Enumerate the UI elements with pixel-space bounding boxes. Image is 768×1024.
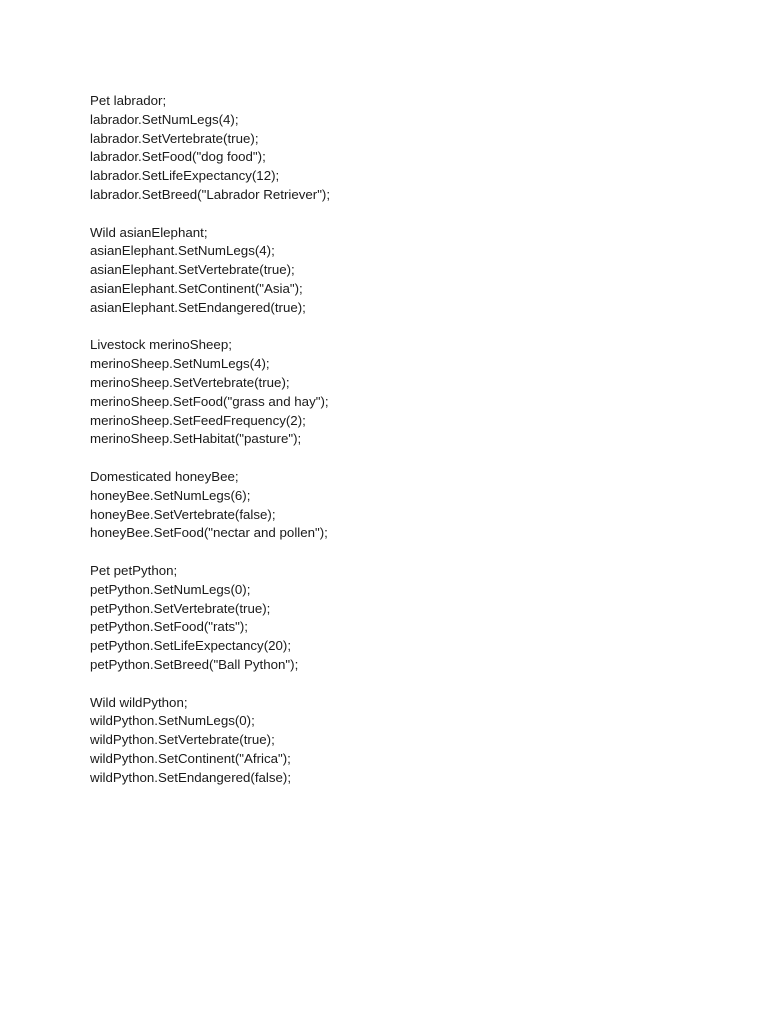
code-line: wildPython.SetNumLegs(0);	[90, 713, 255, 729]
code-line: Domesticated honeyBee;	[90, 468, 239, 484]
code-line: Wild wildPython;	[90, 694, 188, 710]
code-line: asianElephant.SetVertebrate(true);	[90, 262, 295, 278]
code-line: asianElephant.SetEndangered(true);	[90, 299, 306, 315]
code-line: petPython.SetVertebrate(true);	[90, 600, 271, 616]
code-block-merino-sheep	[90, 336, 690, 449]
code-line: petPython.SetLifeExpectancy(20);	[90, 638, 292, 654]
code-line: wildPython.SetVertebrate(true);	[90, 732, 275, 748]
code-line: honeyBee.SetFood("nectar and pollen");	[90, 525, 328, 541]
code-line: merinoSheep.SetVertebrate(true);	[90, 374, 290, 390]
code-line: labrador.SetVertebrate(true);	[90, 130, 259, 146]
code-line: wildPython.SetContinent("Africa");	[90, 750, 291, 766]
code-line: merinoSheep.SetFeedFrequency(2);	[90, 412, 306, 428]
code-line: honeyBee.SetNumLegs(6);	[90, 487, 251, 503]
code-line: merinoSheep.SetFood("grass and hay");	[90, 393, 329, 409]
code-block-honey-bee	[90, 468, 690, 543]
code-line: Livestock merinoSheep;	[90, 337, 232, 353]
code-line: merinoSheep.SetNumLegs(4);	[90, 356, 270, 372]
code-line: labrador.SetBreed("Labrador Retriever");	[90, 186, 331, 202]
code-line: honeyBee.SetVertebrate(false);	[90, 506, 276, 522]
code-block-pet-python	[90, 562, 690, 675]
code-line: petPython.SetNumLegs(0);	[90, 581, 251, 597]
code-line: merinoSheep.SetHabitat("pasture");	[90, 431, 302, 447]
code-line: petPython.SetFood("rats");	[90, 619, 248, 635]
code-line: labrador.SetLifeExpectancy(12);	[90, 168, 280, 184]
code-block-labrador	[90, 92, 690, 205]
code-line: wildPython.SetEndangered(false);	[90, 769, 292, 785]
code-line: asianElephant.SetNumLegs(4);	[90, 243, 275, 259]
code-line: Wild asianElephant;	[90, 224, 208, 240]
code-block-asian-elephant	[90, 224, 690, 318]
code-line: Pet petPython;	[90, 562, 178, 578]
code-line: petPython.SetBreed("Ball Python");	[90, 656, 299, 672]
code-line: labrador.SetNumLegs(4);	[90, 111, 239, 127]
code-line: labrador.SetFood("dog food");	[90, 149, 266, 165]
code-block-wild-python	[90, 694, 690, 788]
code-line: asianElephant.SetContinent("Asia");	[90, 280, 303, 296]
code-line: Pet labrador;	[90, 93, 167, 108]
code-listing	[90, 92, 690, 806]
